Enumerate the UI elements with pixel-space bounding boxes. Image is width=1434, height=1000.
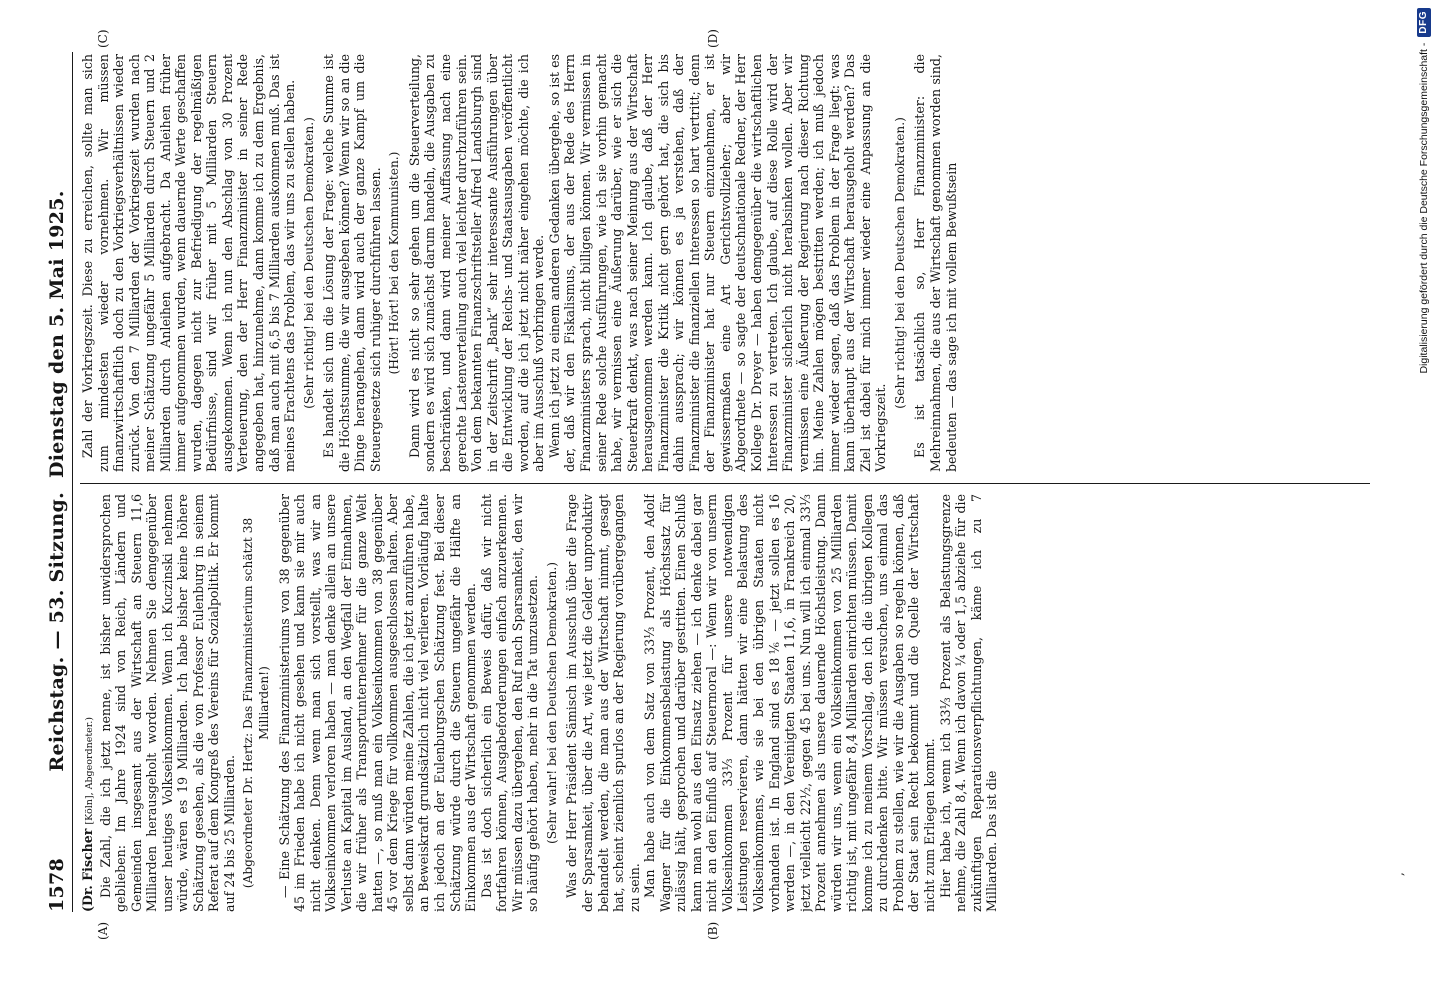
- paragraph: Es ist tatsächlich so, Herr Finanzminister: die Mehreinnahmen, die aus der Wirtschaft genommen worden sind, bedeuten — das sage ich mit vollem Bewußtsein: [912, 54, 959, 472]
- paragraph: Was der Herr Präsident Sämisch im Ausschuß über die Frage der Sparsamkeit, über die Art, wie jetzt die Gelder unproduktiv behandelt werden, die man aus der Wirtschaft nimmt, gesagt hat, scheint ziemlich spurlos an der Regierung vorübergegangen zu sein.: [564, 494, 642, 912]
- paragraph: Zahl der Vorkriegszeit. Diese zu erreichen, sollte man sich zum mindesten wieder vornehmen. Wir müssen finanzwirtschaftlich doch zu den Vorkriegsverhältnissen wieder zurück. Von den 7 Milliarden der Vorkriegszeit wurden nach meiner Schätzung ungefähr 5 Milliarden durch Steuern und 2 Milliarden durch Anleihen aufgebracht. Da Anleihen früher immer aufgenommen wurden, wenn dauernde Werte geschaffen wurden, dagegen nicht zur Befriedigung der regelmäßigen Bedürfnisse, sind wir früher mit 5 Milliarden Steuern ausgekommen. Wenn ich nun den Abschlag von 30 Prozent Verteuerung, den der Herr Finanzminister in seiner Rede angegeben hat, hinzunehme, dann komme ich zu dem Ergebnis, daß man auch mit 6,5 bis 7 Milliarden auskommen muß. Das ist meines Erachtens das Problem, das wir uns zu stellen haben.: [80, 54, 298, 472]
- paragraph: — Eine Schätzung des Finanzministeriums von 38 gegenüber 45 im Frieden habe ich nicht gesehen und kann sie mir auch nicht denken. Denn wenn man sich vorstellt, was wir an Volkseinkommen verloren haben — man denke allein an unsere Verluste an Kapital im Ausland, an den Wegfall der Einnahmen, die wir früher als Transportunternehmer für die ganze Welt hatten —, so muß man ein Volkseinkommen von 38 gegenüber 45 vor dem Kriege für vollkommen ausgeschlossen halten. Aber selbst dann würden meine Zahlen, die ich jetzt anzuführen habe, an Beweiskraft grundsätzlich nicht viel verlieren. Vorläufig halte ich jedoch an der Eulenburgschen Schätzung fest. Bei dieser Schätzung würde durch die Steuern ungefähr die Hälfte an Einkommen aus der Wirtschaft genommen werden.: [276, 494, 479, 912]
- footer-mark: ,: [1392, 872, 1406, 876]
- speaker-name: (Dr. Fischer: [80, 828, 95, 912]
- margin-marker-d: (D): [706, 29, 720, 48]
- date-header: Dienstag den 5. Mai 1925.: [46, 190, 68, 478]
- margin-marker-b: (B): [706, 921, 720, 940]
- right-text-column: [80, 54, 1370, 472]
- speaker-line: [80, 494, 98, 912]
- credit-text: Digitalisierung gefördert durch die Deutsche Forschungsgemeinschaft -: [1418, 42, 1430, 374]
- session-title: Reichstag. — 53. Sitzung.: [46, 492, 68, 772]
- dfg-logo: DFG: [1417, 8, 1431, 37]
- page-number: 1578: [46, 857, 68, 912]
- left-text-column: [80, 494, 1370, 912]
- interjection: (Sehr wahr! bei den Deutschen Demokraten.): [544, 561, 559, 845]
- paragraph: Hier habe ich, wenn ich 33⅓ Prozent als Belastungsgrenze nehme, die Zahl 8,4. Wenn ich davon ¼ oder 1,5 abziehe für die zukünftigen Reparationsverpflichtungen, käme ich zu 7 Milliarden. Das ist die: [937, 494, 1000, 912]
- speaker-role: [Köln], Abgeordneter.): [84, 717, 95, 825]
- paragraph: Wenn ich jetzt zu einem anderen Gedanken übergehe, so ist es der, daß wir den Fiskalismus, der aus der Rede des Herrn Finanzministers sprach, nicht billigen können. Wir vermissen in seiner Rede solche Ausführungen, wie ich sie vorhin gemacht habe, wir vermissen eine Äußerung darüber, wie er sich die Steuerkraft denkt, was nach seiner Meinung aus der Wirtschaft herausgenommen werden kann. Ich glaube, daß der Herr Finanzminister die Kritik nicht gern gehört hat, die sich bis dahin aussprach; wir können es ja verstehen, daß der Finanzminister die finanziellen Interessen so hart vertritt; denn der Finanzminister hat nur Steuern einzunehmen, er ist gewissermaßen eine Art Gerichtsvollzieher; aber wir Abgeordnete — so sagte der deutschnationale Redner, der Herr Kollege Dr. Dreyer — haben demgegenüber die wirtschaftlichen Interessen zu vertreten. Ich glaube, auf diese Rolle wird der Finanzminister sicherlich nicht herabsinken wollen. Aber wir vermissen eine Äußerung der Regierung nach dieser Richtung hin. Meine Zahlen mögen bestritten werden; ich muß jedoch immer wieder sagen, daß das Problem in der Frage liegt: was kann überhaupt aus der Wirtschaft herausgeholt werden? Das Ziel ist dabei für mich immer wieder eine Anpassung an die Vorkriegszeit.: [546, 54, 889, 472]
- paragraph: Es handelt sich um die Lösung der Frage: welche Summe ist die Höchstsumme, die wir ausgeben können? Wenn wir so an die Dinge herangehen, dann wird auch der ganze Kampf um die Steuergesetze sich ruhiger durchführen lassen.: [321, 54, 383, 472]
- paragraph: Man habe auch von dem Satz von 33⅓ Prozent, den Adolf Wagner für die Einkommensbelastung als Höchstsatz für zulässig hält, gesprochen und darüber gestritten. Einen Schluß kann man wohl aus den Einsatz ziehen — ich denke dabei gar nicht an den Einfluß auf Steuermoral —: Wenn wir von unserm Volkseinkommen 33⅓ Prozent für unsere notwendigen Leistungen reservieren, dann hätten wir eine Belastung des Volkseinkommens, wie sie bei den übrigen Staaten nicht vorhanden ist. In England sind es 18⅙ — jetzt sollen es 16 werden —, in den Vereinigten Staaten 11,6, in Frankreich 20, jetzt vielleicht 22½, gegen 45 bei uns. Nun will ich einmal 33⅓ Prozent annehmen als unsere dauernde Höchstleistung. Dann würden wir uns, wenn ein Volkseinkommen von 25 Milliarden richtig ist, mit ungefähr 8,4 Milliarden einrichten müssen. Damit komme ich zu meinem Vorschlag, den ich die übrigen Kollegen zu durchdenken bitte. Wir müssen versuchen, uns einmal das Problem zu stellen, wie wir die Ausgaben so regeln können, daß der Staat sein Recht bekommt und die Quelle der Wirtschaft nicht zum Erliegen kommt.: [642, 494, 937, 912]
- interjection: (Hört! Hört! bei den Kommunisten.): [387, 151, 402, 375]
- margin-marker-c: (C): [96, 29, 110, 48]
- paragraph: Die Zahl, die ich jetzt nenne, ist bisher unwidersprochen geblieben: Im Jahre 1924 sind von Reich, Ländern und Gemeinden insgesamt aus der Wirtschaft an Steuern 11,6 Milliarden herausgeholt worden. Nehmen Sie demgegenüber unser heutiges Volkseinkommen. Wenn ich Kuczinski nehmen würde, wären es 19 Milliarden. Ich habe bisher keine höhere Schätzung gesehen, als die von Professor Eulenburg in seinem Referat auf dem Kongreß des Vereins für Sozialpolitik. Er kommt auf 24 bis 25 Milliarden.: [97, 494, 237, 912]
- interjection: (Sehr richtig! bei den Deutschen Demokraten.): [301, 117, 316, 409]
- margin-marker-a: (A): [96, 921, 110, 940]
- digitization-credit: [1412, 8, 1434, 992]
- paragraph: Das ist doch sicherlich ein Beweis dafür, daß wir nicht fortfahren können, Ausgabeforderungen einfach anzuerkennen. Wir müssen dazu übergehen, den Ruf nach Sparsamkeit, den wir so häufig gehört haben, mehr in die Tat umzusetzen.: [478, 494, 541, 912]
- column-divider: [80, 483, 1370, 484]
- header-rule: [72, 52, 73, 912]
- interjection: (Sehr richtig! bei den Deutschen Demokraten.): [892, 117, 907, 409]
- paragraph: Dann wird es nicht so sehr gehen um die Steuerverteilung, sondern es wird sich zunächst darum handeln, die Ausgaben zu beschränken, und dann wird meiner Auffassung nach eine gerechte Lastenverteilung auch viel leichter durchzuführen sein. Von dem bekannten Finanzschriftsteller Alfred Landsburgh sind in der Zeitschrift „Bank“ sehr interessante Ausführungen über die Entwicklung der Reichs- und Staatsausgaben veröffentlicht worden, auf die ich jetzt nicht näher eingehen möchte, die ich aber im Ausschuß vorbringen werde.: [406, 54, 547, 472]
- interjection: (Abgeordneter Dr. Hertz: Das Finanzministerium schätzt 38 Milliarden!): [241, 517, 272, 889]
